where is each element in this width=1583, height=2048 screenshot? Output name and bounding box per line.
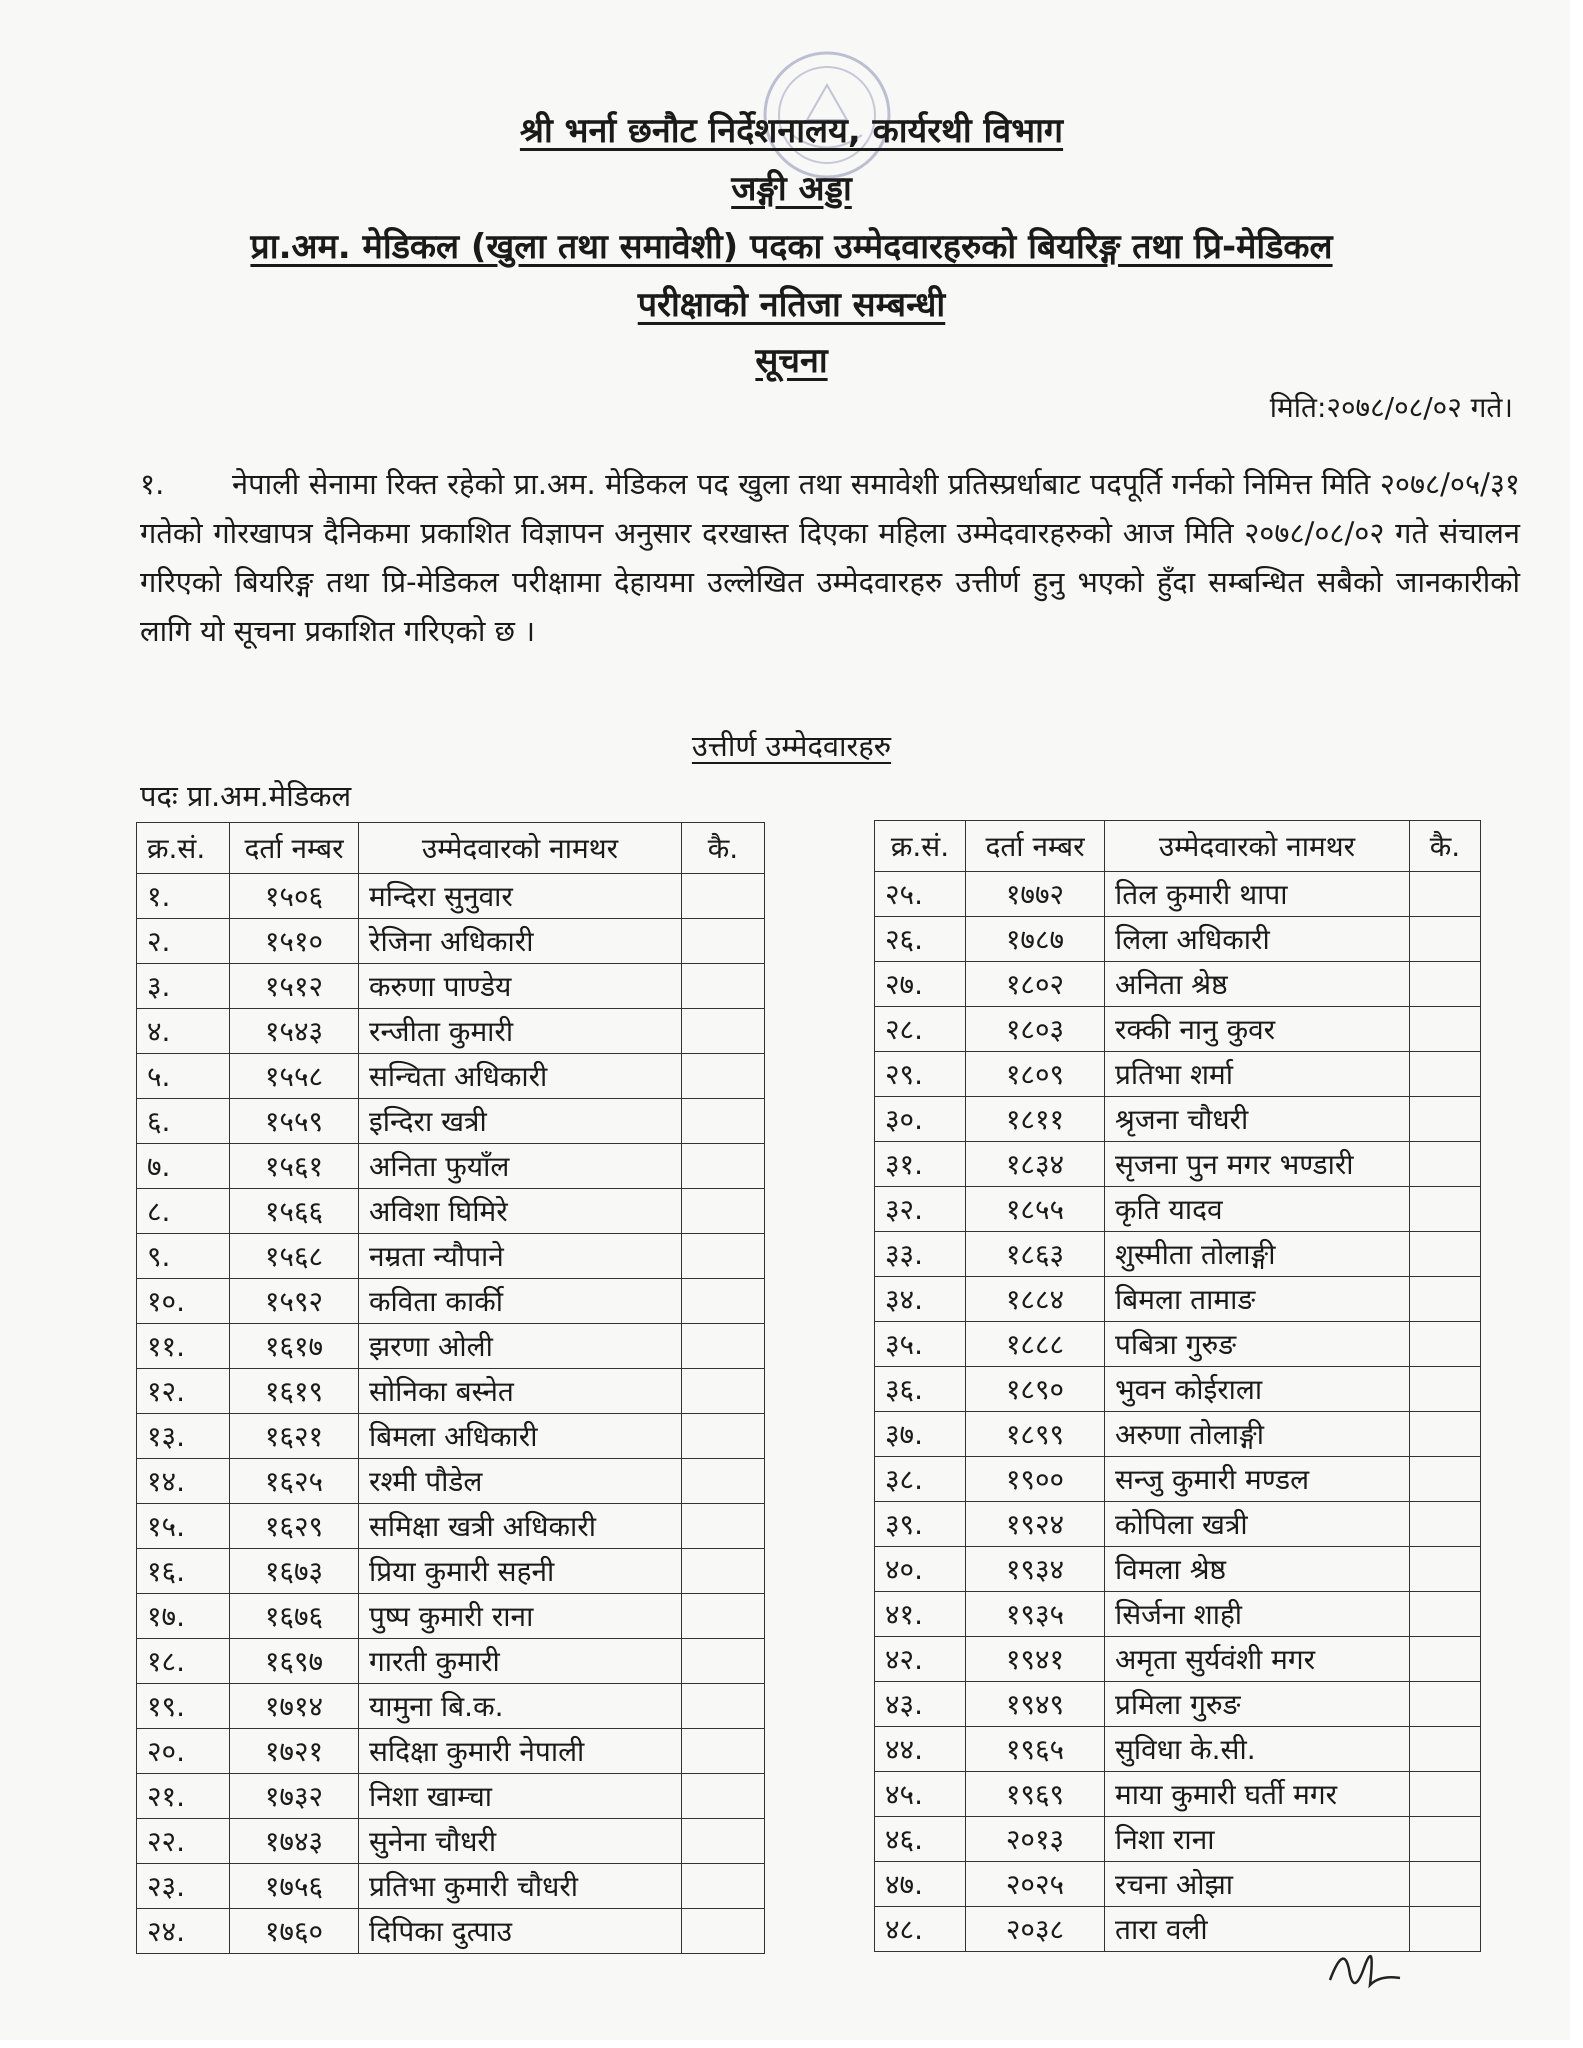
cell-name: गारती कुमारी [359, 1639, 682, 1684]
cell-name: कोपिला खत्री [1105, 1502, 1410, 1547]
table-row [137, 1189, 765, 1234]
cell-reg-number: १८८४ [966, 1277, 1105, 1322]
cell-serial: ४०. [875, 1547, 966, 1592]
cell-remarks [682, 1909, 765, 1954]
cell-serial: ३९. [875, 1502, 966, 1547]
cell-remarks [1410, 1862, 1481, 1907]
cell-reg-number: १८०९ [966, 1052, 1105, 1097]
cell-remarks [1410, 1187, 1481, 1232]
cell-reg-number: १७३२ [230, 1774, 359, 1819]
cell-serial: ४५. [875, 1772, 966, 1817]
table-row [875, 1142, 1481, 1187]
cell-remarks [682, 964, 765, 1009]
cell-remarks [682, 1009, 765, 1054]
cell-reg-number: १९४१ [966, 1637, 1105, 1682]
table-header-row [137, 823, 765, 874]
col-name: उम्मेदवारको नामथर [1105, 821, 1410, 872]
cell-reg-number: १५०६ [230, 874, 359, 919]
cell-serial: २८. [875, 1007, 966, 1052]
table-row [875, 1322, 1481, 1367]
cell-reg-number: १८०२ [966, 962, 1105, 1007]
table-row [875, 1367, 1481, 1412]
cell-remarks [1410, 1772, 1481, 1817]
table-row [875, 1097, 1481, 1142]
cell-remarks [1410, 1817, 1481, 1862]
cell-remarks [682, 919, 765, 964]
cell-name: अविशा घिमिरे [359, 1189, 682, 1234]
cell-remarks [1410, 1727, 1481, 1772]
cell-reg-number: १९४९ [966, 1682, 1105, 1727]
table-row [875, 1232, 1481, 1277]
cell-reg-number: १९२४ [966, 1502, 1105, 1547]
table-row [137, 1414, 765, 1459]
cell-name: अरुणा तोलाङ्गी [1105, 1412, 1410, 1457]
cell-name: प्रतिभा कुमारी चौधरी [359, 1864, 682, 1909]
cell-remarks [682, 1594, 765, 1639]
results-table-right [874, 820, 1481, 1952]
col-remarks: कै. [1410, 821, 1481, 872]
table-row [875, 1052, 1481, 1097]
cell-name: कृति यादव [1105, 1187, 1410, 1232]
cell-remarks [1410, 1097, 1481, 1142]
cell-remarks [682, 1459, 765, 1504]
cell-remarks [1410, 1052, 1481, 1097]
cell-remarks [1410, 1502, 1481, 1547]
cell-serial: १०. [137, 1279, 230, 1324]
cell-serial: ३३. [875, 1232, 966, 1277]
cell-name: प्रिया कुमारी सहनी [359, 1549, 682, 1594]
cell-remarks [1410, 1322, 1481, 1367]
cell-reg-number: १८३४ [966, 1142, 1105, 1187]
cell-remarks [682, 1324, 765, 1369]
table-row [875, 917, 1481, 962]
cell-serial: ३२. [875, 1187, 966, 1232]
cell-serial: ३५. [875, 1322, 966, 1367]
table-row [875, 1682, 1481, 1727]
cell-reg-number: १८८८ [966, 1322, 1105, 1367]
cell-reg-number: १५६१ [230, 1144, 359, 1189]
table-row [875, 1862, 1481, 1907]
cell-name: सिर्जना शाही [1105, 1592, 1410, 1637]
cell-name: प्रतिभा शर्मा [1105, 1052, 1410, 1097]
cell-reg-number: १६७३ [230, 1549, 359, 1594]
cell-serial: ४४. [875, 1727, 966, 1772]
cell-reg-number: १५५९ [230, 1099, 359, 1144]
cell-name: इन्दिरा खत्री [359, 1099, 682, 1144]
cell-reg-number: १७२१ [230, 1729, 359, 1774]
table-row [875, 1187, 1481, 1232]
cell-serial: २०. [137, 1729, 230, 1774]
cell-serial: ६. [137, 1099, 230, 1144]
table-row [137, 1819, 765, 1864]
cell-serial: ५. [137, 1054, 230, 1099]
col-reg-number: दर्ता नम्बर [230, 823, 359, 874]
cell-serial: ४१. [875, 1592, 966, 1637]
cell-reg-number: १७६० [230, 1909, 359, 1954]
cell-name: अनिता फुयाँल [359, 1144, 682, 1189]
cell-remarks [682, 1639, 765, 1684]
table-row [137, 874, 765, 919]
cell-serial: १४. [137, 1459, 230, 1504]
signature-mark-icon [1320, 1920, 1410, 2000]
table-row [875, 1817, 1481, 1862]
cell-remarks [682, 1234, 765, 1279]
cell-serial: ३६. [875, 1367, 966, 1412]
cell-name: पबित्रा गुरुङ [1105, 1322, 1410, 1367]
cell-remarks [682, 1099, 765, 1144]
header-subject-cont: परीक्षाको नतिजा सम्बन्धी [637, 285, 946, 325]
cell-serial: ४७. [875, 1862, 966, 1907]
table-header-row [875, 821, 1481, 872]
cell-remarks [682, 1684, 765, 1729]
cell-reg-number: १५५८ [230, 1054, 359, 1099]
cell-serial: ३४. [875, 1277, 966, 1322]
cell-serial: ७. [137, 1144, 230, 1189]
cell-name: तिल कुमारी थापा [1105, 872, 1410, 917]
cell-reg-number: १९०० [966, 1457, 1105, 1502]
cell-remarks [682, 1414, 765, 1459]
cell-serial: १२. [137, 1369, 230, 1414]
cell-name: रक्की नानु कुवर [1105, 1007, 1410, 1052]
paragraph-text: नेपाली सेनामा रिक्त रहेको प्रा.अम. मेडिकल पद खुला तथा समावेशी प्रतिस्प्रर्धाबाट पदपूर्ति गर्नको निमित्त मिति २०७८/०५/३१ गतेको गोरखापत्र दैनिकमा प्रकाशित विज्ञापन अनुसार दरखास्त दिएका महिला उम्मेदवारहरुको आज मिति २०७८/०८/०२ गते संचालन गरिएको बियरिङ्ग तथा प्रि-मेडिकल परीक्षामा देहायमा उल्लेखित उम्मेदवारहरु उत्तीर्ण हुनु भएको हुँदा सम्बन्धित सबैको जानकारीको लागि यो सूचना प्रकाशित गरिएको छ । [140, 467, 1520, 648]
cell-reg-number: १७८७ [966, 917, 1105, 962]
cell-remarks [682, 1369, 765, 1414]
cell-name: शुस्मीता तोलाङ्गी [1105, 1232, 1410, 1277]
table-row [137, 919, 765, 964]
header-department: श्री भर्ना छनौट निर्देशनालय, कार्यरथी विभाग [519, 111, 1064, 151]
cell-serial: ४८. [875, 1907, 966, 1952]
cell-name: निशा खाम्चा [359, 1774, 682, 1819]
cell-name: यामुना बि.क. [359, 1684, 682, 1729]
cell-name: कविता कार्की [359, 1279, 682, 1324]
table-row [875, 872, 1481, 917]
cell-serial: १९. [137, 1684, 230, 1729]
cell-name: रचना ओझा [1105, 1862, 1410, 1907]
cell-reg-number: २०१३ [966, 1817, 1105, 1862]
cell-remarks [1410, 872, 1481, 917]
table-row [137, 964, 765, 1009]
table-row [875, 1277, 1481, 1322]
table-row [137, 1459, 765, 1504]
cell-remarks [1410, 1412, 1481, 1457]
table-row [137, 1909, 765, 1954]
cell-serial: २४. [137, 1909, 230, 1954]
cell-reg-number: २०३८ [966, 1907, 1105, 1952]
table-row [137, 1009, 765, 1054]
cell-reg-number: १५४३ [230, 1009, 359, 1054]
cell-name: विमला श्रेष्ठ [1105, 1547, 1410, 1592]
cell-reg-number: १६२९ [230, 1504, 359, 1549]
table-row [137, 1324, 765, 1369]
cell-serial: १३. [137, 1414, 230, 1459]
cell-reg-number: १७१४ [230, 1684, 359, 1729]
cell-reg-number: १८९० [966, 1367, 1105, 1412]
cell-reg-number: १८६३ [966, 1232, 1105, 1277]
cell-remarks [682, 1189, 765, 1234]
cell-serial: २५. [875, 872, 966, 917]
cell-serial: २६. [875, 917, 966, 962]
cell-reg-number: १६१९ [230, 1369, 359, 1414]
cell-reg-number: १५१२ [230, 964, 359, 1009]
table-row [137, 1099, 765, 1144]
table-row [137, 1144, 765, 1189]
col-reg-number: दर्ता नम्बर [966, 821, 1105, 872]
cell-name: बिमला अधिकारी [359, 1414, 682, 1459]
cell-name: सन्चिता अधिकारी [359, 1054, 682, 1099]
cell-name: तारा वली [1105, 1907, 1410, 1952]
cell-serial: ४. [137, 1009, 230, 1054]
cell-reg-number: १९६९ [966, 1772, 1105, 1817]
cell-serial: १५. [137, 1504, 230, 1549]
cell-remarks [682, 1774, 765, 1819]
cell-name: नम्रता न्यौपाने [359, 1234, 682, 1279]
cell-remarks [682, 1729, 765, 1774]
cell-reg-number: १६७६ [230, 1594, 359, 1639]
cell-name: सृजना पुन मगर भण्डारी [1105, 1142, 1410, 1187]
cell-name: प्रमिला गुरुङ [1105, 1682, 1410, 1727]
cell-reg-number: १८११ [966, 1097, 1105, 1142]
cell-reg-number: १९३४ [966, 1547, 1105, 1592]
cell-reg-number: १६९७ [230, 1639, 359, 1684]
cell-serial: १. [137, 874, 230, 919]
cell-name: रन्जीता कुमारी [359, 1009, 682, 1054]
cell-reg-number: १८५५ [966, 1187, 1105, 1232]
table-row [137, 1774, 765, 1819]
col-serial: क्र.सं. [875, 821, 966, 872]
cell-reg-number: १९६५ [966, 1727, 1105, 1772]
cell-remarks [1410, 1907, 1481, 1952]
cell-serial: २. [137, 919, 230, 964]
cell-serial: २७. [875, 962, 966, 1007]
cell-remarks [682, 1819, 765, 1864]
cell-reg-number: १५६८ [230, 1234, 359, 1279]
cell-name: निशा राना [1105, 1817, 1410, 1862]
table-row [137, 1639, 765, 1684]
table-row [137, 1594, 765, 1639]
table-row [137, 1504, 765, 1549]
cell-name: लिला अधिकारी [1105, 917, 1410, 962]
col-remarks: कै. [682, 823, 765, 874]
cell-remarks [1410, 1682, 1481, 1727]
cell-remarks [682, 1144, 765, 1189]
cell-remarks [1410, 1592, 1481, 1637]
cell-serial: १७. [137, 1594, 230, 1639]
cell-name: अनिता श्रेष्ठ [1105, 962, 1410, 1007]
cell-serial: ३. [137, 964, 230, 1009]
cell-serial: ४२. [875, 1637, 966, 1682]
table-row [137, 1729, 765, 1774]
results-table-left [136, 822, 765, 1954]
cell-name: दिपिका दुत्पाउ [359, 1909, 682, 1954]
cell-name: सन्जु कुमारी मण्डल [1105, 1457, 1410, 1502]
cell-reg-number: १७५६ [230, 1864, 359, 1909]
cell-name: सुनेना चौधरी [359, 1819, 682, 1864]
table-row [137, 1549, 765, 1594]
cell-name: रश्मी पौडेल [359, 1459, 682, 1504]
cell-remarks [1410, 1232, 1481, 1277]
table-row [875, 1727, 1481, 1772]
cell-serial: ३८. [875, 1457, 966, 1502]
cell-reg-number: १६१७ [230, 1324, 359, 1369]
cell-name: झरणा ओली [359, 1324, 682, 1369]
cell-serial: २२. [137, 1819, 230, 1864]
cell-remarks [1410, 1142, 1481, 1187]
cell-remarks [682, 1054, 765, 1099]
cell-name: बिमला तामाङ [1105, 1277, 1410, 1322]
table-row [875, 1502, 1481, 1547]
cell-remarks [682, 1549, 765, 1594]
cell-name: समिक्षा खत्री अधिकारी [359, 1504, 682, 1549]
cell-name: करुणा पाण्डेय [359, 964, 682, 1009]
table-row [137, 1054, 765, 1099]
cell-name: रेजिना अधिकारी [359, 919, 682, 964]
table-row [137, 1864, 765, 1909]
cell-serial: ३०. [875, 1097, 966, 1142]
cell-name: माया कुमारी घर्ती मगर [1105, 1772, 1410, 1817]
paragraph-number: १. [140, 467, 165, 501]
cell-name: भुवन कोईराला [1105, 1367, 1410, 1412]
cell-serial: ९. [137, 1234, 230, 1279]
cell-serial: २१. [137, 1774, 230, 1819]
cell-reg-number: १७४३ [230, 1819, 359, 1864]
cell-remarks [1410, 962, 1481, 1007]
col-serial: क्र.सं. [137, 823, 230, 874]
cell-serial: ४६. [875, 1817, 966, 1862]
notice-paragraph [140, 460, 1520, 656]
cell-name: सदिक्षा कुमारी नेपाली [359, 1729, 682, 1774]
cell-name: अमृता सुर्यवंशी मगर [1105, 1637, 1410, 1682]
cell-name: श्रृजना चौधरी [1105, 1097, 1410, 1142]
cell-serial: ४३. [875, 1682, 966, 1727]
cell-name: मन्दिरा सुनुवार [359, 874, 682, 919]
cell-reg-number: १५६६ [230, 1189, 359, 1234]
cell-remarks [682, 1279, 765, 1324]
cell-remarks [1410, 1637, 1481, 1682]
table-row [137, 1369, 765, 1414]
header-office: जङ्गी अड्डा [731, 169, 852, 209]
table-row [875, 1007, 1481, 1052]
cell-remarks [682, 1864, 765, 1909]
passed-candidates-heading: उत्तीर्ण उम्मेदवारहरु [691, 729, 892, 763]
cell-serial: ३७. [875, 1412, 966, 1457]
cell-reg-number: १७७२ [966, 872, 1105, 917]
cell-serial: ११. [137, 1324, 230, 1369]
page-title: सूचना [755, 341, 828, 381]
cell-serial: २९. [875, 1052, 966, 1097]
cell-reg-number: १८९९ [966, 1412, 1105, 1457]
cell-remarks [1410, 917, 1481, 962]
table-row [875, 1412, 1481, 1457]
post-label: पदः प्रा.अम.मेडिकल [140, 779, 352, 813]
table-row [875, 1457, 1481, 1502]
cell-serial: २३. [137, 1864, 230, 1909]
cell-reg-number: १९३५ [966, 1592, 1105, 1637]
cell-remarks [1410, 1547, 1481, 1592]
table-row [875, 1637, 1481, 1682]
cell-name: सोनिका बस्नेत [359, 1369, 682, 1414]
cell-remarks [1410, 1367, 1481, 1412]
cell-serial: १८. [137, 1639, 230, 1684]
cell-serial: १६. [137, 1549, 230, 1594]
cell-reg-number: १८०३ [966, 1007, 1105, 1052]
cell-serial: ८. [137, 1189, 230, 1234]
table-row [875, 1592, 1481, 1637]
table-row [875, 962, 1481, 1007]
cell-remarks [1410, 1007, 1481, 1052]
table-row [875, 1547, 1481, 1592]
cell-name: सुविधा के.सी. [1105, 1727, 1410, 1772]
table-row [137, 1279, 765, 1324]
col-name: उम्मेदवारको नामथर [359, 823, 682, 874]
cell-reg-number: १५९२ [230, 1279, 359, 1324]
cell-remarks [1410, 1457, 1481, 1502]
cell-serial: ३१. [875, 1142, 966, 1187]
cell-remarks [682, 1504, 765, 1549]
cell-remarks [682, 874, 765, 919]
cell-reg-number: १५१० [230, 919, 359, 964]
table-row [137, 1684, 765, 1729]
cell-reg-number: २०२५ [966, 1862, 1105, 1907]
table-row [137, 1234, 765, 1279]
header-subject: प्रा.अम. मेडिकल (खुला तथा समावेशी) पदका उम्मेदवारहरुको बियरिङ्ग तथा प्रि-मेडिकल [250, 227, 1333, 267]
cell-remarks [1410, 1277, 1481, 1322]
notice-date: मिति:२०७८/०८/०२ गते। [1269, 391, 1513, 424]
table-row [875, 1772, 1481, 1817]
cell-name: पुष्प कुमारी राना [359, 1594, 682, 1639]
cell-reg-number: १६२५ [230, 1459, 359, 1504]
cell-reg-number: १६२१ [230, 1414, 359, 1459]
